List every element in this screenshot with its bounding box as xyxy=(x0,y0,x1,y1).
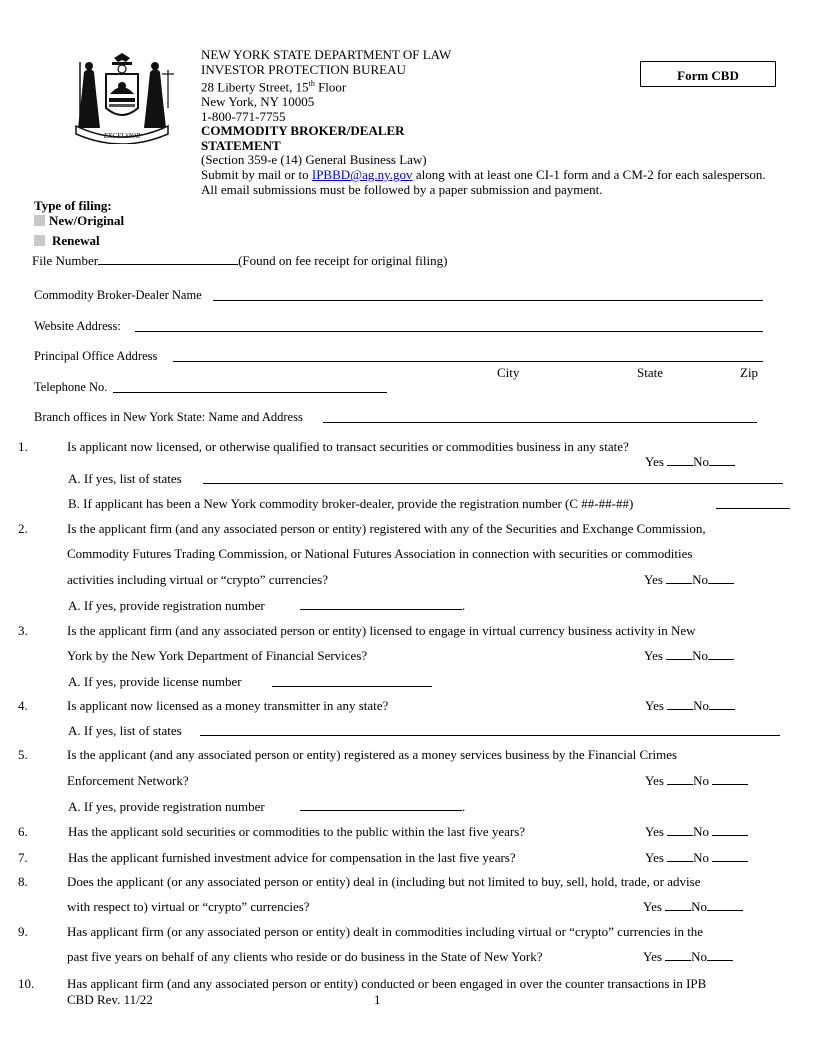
question-text-cont: with respect to) virtual or “crypto” currencies? xyxy=(67,899,310,914)
city-line: New York, NY 10005 xyxy=(201,94,315,110)
q3a-label: A. If yes, provide license number xyxy=(68,674,242,689)
question-text: Is applicant now licensed, or otherwise qualified to transact securities or commodities business in any state? xyxy=(67,439,629,454)
email-note: All email submissions must be followed by a paper submission and payment. xyxy=(201,181,603,197)
principal-office-label: Principal Office Address xyxy=(34,349,158,363)
branch-offices-label: Branch offices in New York State: Name and Address xyxy=(34,410,303,424)
question-text-cont: activities including virtual or “crypto” currencies? xyxy=(67,572,328,587)
question-number: 2. xyxy=(18,521,28,536)
q5a-label: A. If yes, provide registration number xyxy=(68,799,265,814)
ny-state-seal xyxy=(62,52,182,144)
form-title-2: STATEMENT xyxy=(201,137,281,153)
question-text: Has the applicant sold securities or commodities to the public within the last five years? xyxy=(68,824,526,839)
file-number-label: File Number xyxy=(32,253,99,268)
city-caption: City xyxy=(497,365,520,380)
q1a-field[interactable] xyxy=(203,483,783,484)
principal-office-field[interactable] xyxy=(173,361,763,362)
q2a-field[interactable]: . xyxy=(300,598,465,614)
page-number: 1 xyxy=(374,992,381,1007)
question-text-cont: Commodity Futures Trading Commission, or National Futures Association in connection with securities or commodities xyxy=(67,546,693,561)
yes-no-field[interactable]: Yes No xyxy=(645,824,748,840)
q1b-field[interactable] xyxy=(716,508,790,509)
question-number: 8. xyxy=(18,874,28,889)
q4a-label: A. If yes, list of states xyxy=(68,723,182,738)
question-number: 7. xyxy=(18,850,28,865)
question-number: 4. xyxy=(18,698,28,713)
question-text-cont: past five years on behalf of any clients who reside or do business in the State of New York? xyxy=(67,949,543,964)
question-text: Has the applicant furnished investment advice for compensation in the last five years? xyxy=(68,850,516,865)
state-caption: State xyxy=(637,365,663,380)
yes-no-field[interactable]: Yes No xyxy=(643,949,733,965)
q2a-label: A. If yes, provide registration number xyxy=(68,598,265,613)
broker-name-field[interactable] xyxy=(213,300,763,301)
yes-no-field[interactable]: Yes No xyxy=(644,572,734,588)
agency-name: NEW YORK STATE DEPARTMENT OF LAW xyxy=(201,47,452,62)
file-number-note: (Found on fee receipt for original filing) xyxy=(238,253,448,268)
question-text: Is the applicant firm (and any associated person or entity) licensed to engage in virtual currency business activity in New xyxy=(67,623,696,638)
yes-no-field[interactable]: Yes No xyxy=(645,454,735,470)
form-id-box: Form CBD xyxy=(640,61,776,87)
street-address: 28 Liberty Street, 15th Floor xyxy=(201,79,347,95)
submission-instructions: Submit by mail or to IPBBD@ag.ny.gov along with at least one CI-1 form and a CM-2 for each salesperson. xyxy=(201,167,766,183)
telephone-field[interactable] xyxy=(113,392,387,393)
file-number-field[interactable] xyxy=(98,254,238,265)
file-number-row xyxy=(32,253,447,269)
q1b-label: B. If applicant has been a New York commodity broker-dealer, provide the registration number (C ##-##-##) xyxy=(68,496,634,511)
q1a-label: A. If yes, list of states xyxy=(68,471,182,486)
yes-no-field[interactable]: Yes No xyxy=(645,850,748,866)
email-link[interactable]: IPBBD@ag.ny.gov xyxy=(311,167,413,183)
question-text-cont: York by the New York Department of Financial Services? xyxy=(67,648,368,663)
question-text: Is applicant now licensed as a money transmitter in any state? xyxy=(67,698,389,713)
bureau-name: INVESTOR PROTECTION BUREAU xyxy=(201,61,406,77)
question-text: Has applicant firm (or any associated person or entity) dealt in commodities including virtual or “crypto” currencies in the xyxy=(67,924,704,939)
form-title: COMMODITY BROKER/DEALER xyxy=(201,123,405,139)
filing-option-new[interactable]: New/Original xyxy=(34,213,124,229)
website-label: Website Address: xyxy=(34,319,121,333)
phone-number: 1-800-771-7755 xyxy=(201,108,286,124)
filing-option-renewal[interactable]: Renewal xyxy=(34,233,100,249)
seal-motto: EXCELSIOR xyxy=(103,132,141,140)
question-number: 5. xyxy=(18,747,28,762)
branch-offices-field[interactable] xyxy=(323,422,757,423)
yes-no-field[interactable]: Yes No xyxy=(645,698,735,714)
broker-name-label: Commodity Broker-Dealer Name xyxy=(34,288,202,302)
question-text: Does the applicant (or any associated person or entity) deal in (including but not limited to buy, sell, hold, trade, or advise xyxy=(67,874,701,889)
statute-reference: (Section 359-e (14) General Business Law) xyxy=(201,152,427,168)
revision-label: CBD Rev. 11/22 xyxy=(67,992,153,1007)
question-text: Is the applicant (and any associated person or entity) registered as a money services business by the Financial Crimes xyxy=(67,747,678,762)
question-number: 6. xyxy=(18,824,28,839)
question-text: Has applicant firm (and any associated person or entity) conducted or been engaged in over the counter transactions in IPB xyxy=(67,976,707,991)
question-number: 9. xyxy=(18,924,28,939)
question-text-cont: Enforcement Network? xyxy=(67,773,189,788)
question-number: 1. xyxy=(18,439,28,454)
question-text: Is the applicant firm (and any associated person or entity) registered with any of the Securities and Exchange Commission, xyxy=(67,521,706,536)
checkbox-new[interactable] xyxy=(34,215,45,226)
yes-no-field[interactable]: Yes No xyxy=(643,899,743,915)
question-number: 3. xyxy=(18,623,28,638)
q5a-field[interactable]: . xyxy=(300,799,465,815)
filing-type-label: Type of filing: xyxy=(34,198,112,213)
zip-caption: Zip xyxy=(740,365,759,380)
yes-no-field[interactable]: Yes No xyxy=(645,773,748,789)
telephone-label: Telephone No. xyxy=(34,380,108,394)
q4a-field[interactable] xyxy=(200,735,780,736)
question-number: 10. xyxy=(18,976,35,991)
yes-no-field[interactable]: Yes No xyxy=(644,648,734,664)
checkbox-renewal[interactable] xyxy=(34,235,45,246)
q3a-field[interactable] xyxy=(272,686,432,687)
website-field[interactable] xyxy=(135,331,763,332)
